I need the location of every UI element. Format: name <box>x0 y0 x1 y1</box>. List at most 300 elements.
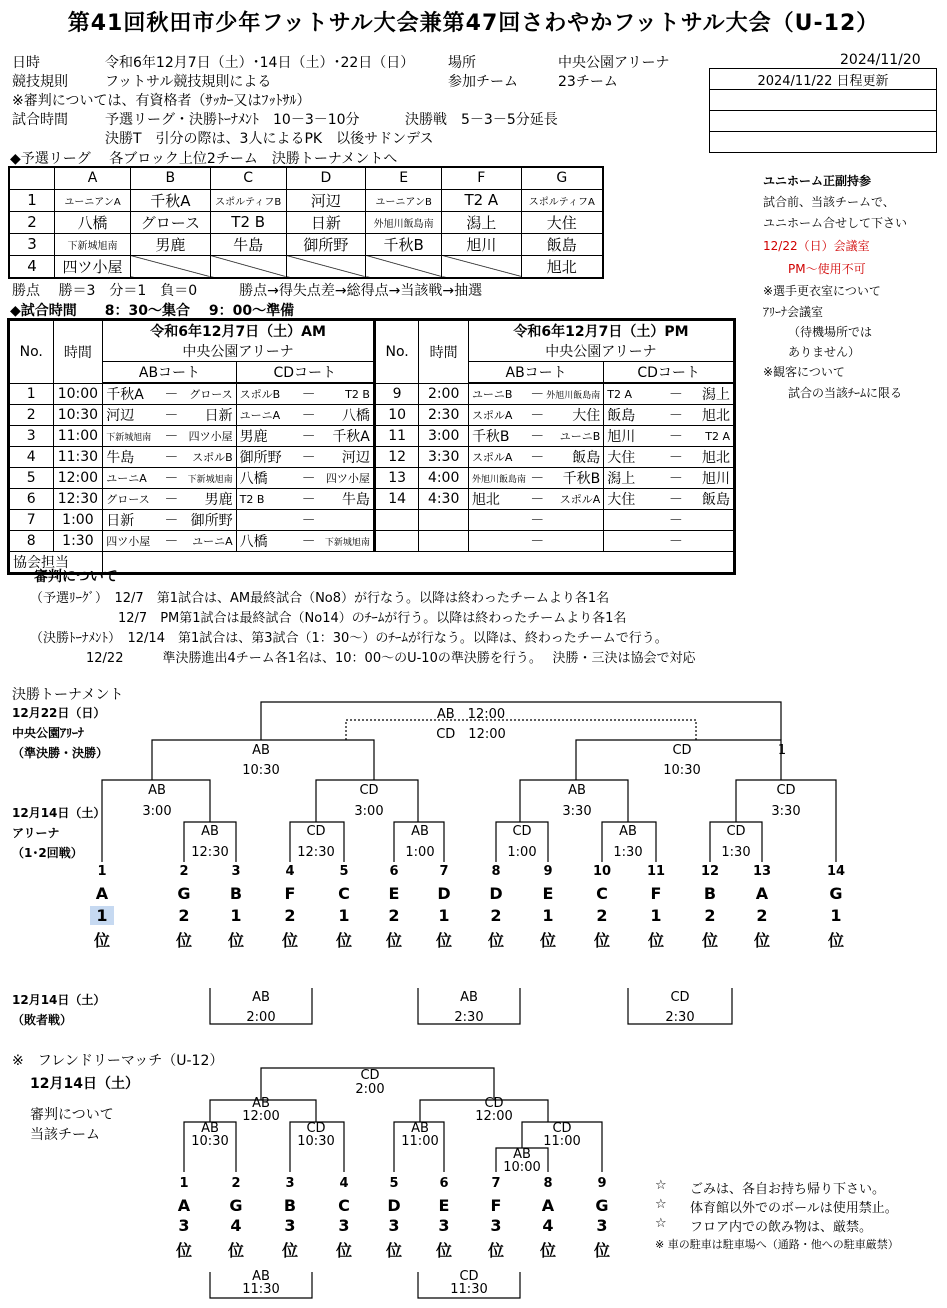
slot-block: F <box>284 884 296 903</box>
slot-rank-suffix: 位 <box>539 931 556 950</box>
slot-block: E <box>542 884 554 903</box>
friendly-m2-time: 10:30 <box>297 1134 335 1149</box>
match-time: 12:00 <box>53 468 103 489</box>
slot-rank-suffix: 位 <box>701 931 718 950</box>
points-rule: 勝点 勝＝3 分＝1 負＝0 勝点→得失点差→総得点→当該戦→抽選 <box>12 283 483 299</box>
vs-dash: － <box>300 426 318 447</box>
friendly-slot-block: D <box>387 1196 401 1215</box>
notice-parking: ※ 車の駐車は駐車場へ（通路・他への駐車厳禁） <box>655 1238 899 1251</box>
team-home: 下新城旭南 <box>103 426 163 447</box>
team-away: ユーニB <box>546 426 604 447</box>
friendly-top-court: CD <box>360 1068 380 1083</box>
slot-rank: 2 <box>178 906 190 925</box>
friendly-slot-number: 2 <box>231 1176 241 1191</box>
referee-line-2: 12/7 PM第1試合は最終試合（No14）のﾁｰﾑが行う。以降は終わったチームより各1名 <box>118 611 627 626</box>
slot-number: 7 <box>439 864 449 879</box>
prelim-row-no: 2 <box>9 211 55 233</box>
note-changing-3: （待機場所では <box>788 325 873 339</box>
col-time: 時間 <box>53 320 103 384</box>
team-home: 日新 <box>103 510 163 531</box>
friendly-slot-rank: 3 <box>596 1216 608 1235</box>
team-home: T2 B <box>236 489 300 510</box>
friendly-slot-rank-suffix: 位 <box>175 1241 192 1260</box>
vs-dash: － <box>667 383 685 405</box>
slot-rank-suffix: 位 <box>435 931 452 950</box>
vs-dash: － <box>667 405 685 426</box>
slot-block: G <box>177 884 191 903</box>
slot-rank: 2 <box>284 906 296 925</box>
prelim-heading: ◆予選リーグ 各ブロック上位2チーム 決勝トーナメントへ <box>10 151 398 167</box>
team-away: 旭川 <box>685 468 735 489</box>
referee-line-1: （予選ﾘｰｸﾞ） 12/7 第1試合は、AM最終試合（No8）が行なう。以降は終わったチームより各1名 <box>30 591 610 606</box>
final-rule: 決勝戦 5－3－5分延長 <box>405 112 558 128</box>
note-audience-2: 試合の当該ﾁｰﾑに限る <box>788 386 903 400</box>
friendly-slot-block: C <box>338 1196 350 1215</box>
q1-court: AB <box>148 783 166 798</box>
prelim-cell: 飯島 <box>521 233 603 255</box>
prelim-header: D <box>286 167 366 189</box>
match-no: 2 <box>9 405 54 426</box>
vs-dash: － <box>162 383 180 405</box>
notice-star: ☆ <box>655 1197 667 1212</box>
slot-number: 3 <box>231 864 241 879</box>
vs-dash: － <box>162 468 180 489</box>
prelim-header: G <box>521 167 603 189</box>
team-home: 男鹿 <box>236 426 300 447</box>
slot-block: D <box>489 884 503 903</box>
friendly-m1-court: AB <box>201 1121 219 1136</box>
note-uniform: ユニホーム正副持参 <box>763 174 872 188</box>
prelim-header: A <box>55 167 131 189</box>
notice-star: ☆ <box>655 1178 667 1193</box>
match-time: 1:30 <box>53 531 103 552</box>
issue-date: 2024/11/20 <box>840 52 921 68</box>
note-changing-2: ｱﾘｰﾅ会議室 <box>763 305 824 319</box>
slot-number: 14 <box>826 864 846 879</box>
team-away: 河辺 <box>318 447 375 468</box>
vs-dash: － <box>300 510 318 531</box>
am-date: 令和6年12月7日（土）AM <box>103 320 375 342</box>
friendly-left-time: 12:00 <box>242 1109 280 1124</box>
update-line: 2024/11/22 日程更新 <box>710 69 937 90</box>
friendly-right-time: 12:00 <box>475 1109 513 1124</box>
team-away: 千秋A <box>318 426 375 447</box>
vs-dash: － <box>300 405 318 426</box>
friendly-slot-number: 9 <box>597 1176 607 1191</box>
slot-rank-suffix: 位 <box>827 931 844 950</box>
vs-dash: － <box>528 383 546 405</box>
team-away: 飯島 <box>685 489 735 510</box>
venue-label: 場所 <box>448 55 476 71</box>
match-time: 12:30 <box>53 489 103 510</box>
semi-right-note: 1 <box>777 743 787 758</box>
friendly-referee-2: 当該チーム <box>30 1127 100 1143</box>
friendly-slot-rank-suffix: 位 <box>539 1241 556 1260</box>
prelim-cell: スポルティフB <box>210 189 286 211</box>
vs-dash: － <box>667 489 685 510</box>
friendly-m3-time: 11:00 <box>401 1134 439 1149</box>
time-value-1: 予選リーグ・決勝ﾄｰﾅﾒﾝﾄ 10－3－10分 <box>105 112 360 128</box>
friendly-heading: ※ フレンドリーマッチ（U-12） <box>12 1053 224 1069</box>
slot-rank: 2 <box>490 906 502 925</box>
friendly-slot-rank-suffix: 位 <box>385 1241 402 1260</box>
team-away: 飯島 <box>546 447 604 468</box>
vs-dash: － <box>162 489 180 510</box>
vs-dash: － <box>162 510 180 531</box>
prelim-cell: 男鹿 <box>130 233 210 255</box>
prelim-cell: 外旭川飯島南 <box>366 211 442 233</box>
slot-block: B <box>229 884 243 903</box>
losers-date: 12月14日（土） <box>12 993 106 1007</box>
match-time: 4:00 <box>419 468 469 489</box>
friendly-slot-number: 4 <box>339 1176 349 1191</box>
friendly-slot-rank: 3 <box>178 1216 190 1235</box>
slot-rank-suffix: 位 <box>227 931 244 950</box>
match-no: 13 <box>374 468 419 489</box>
prelim-cell: 八橋 <box>55 211 131 233</box>
friendly-m5-court: AB <box>513 1147 531 1162</box>
slot-block: A <box>95 884 109 903</box>
vs-dash: － <box>300 383 318 405</box>
match-time: 1:00 <box>53 510 103 531</box>
date-label: 日時 <box>12 55 40 71</box>
slot-number: 9 <box>543 864 553 879</box>
venue-value: 中央公園アリーナ <box>558 55 670 71</box>
slot-rank: 2 <box>596 906 608 925</box>
match-no: 12 <box>374 447 419 468</box>
semi-right-court: CD <box>672 743 692 758</box>
match-no: 3 <box>9 426 54 447</box>
prelim-header: F <box>442 167 522 189</box>
prelim-cell: ユーニアンA <box>55 189 131 211</box>
semi-left-time: 10:30 <box>242 763 280 778</box>
prelim-header: B <box>130 167 210 189</box>
slot-rank-suffix: 位 <box>93 931 110 950</box>
vs-dash: － <box>667 447 685 468</box>
vs-dash: － <box>162 447 180 468</box>
team-home: 牛島 <box>103 447 163 468</box>
note-audience: ※観客について <box>763 365 845 379</box>
final-match-label: AB 12:00 <box>436 707 506 722</box>
friendly-slot-block: E <box>438 1196 450 1215</box>
match-no: 4 <box>9 447 54 468</box>
final-heading: 決勝トーナメント <box>12 687 124 703</box>
match-no: 5 <box>9 468 54 489</box>
referee-note: ※審判については、有資格者（ｻｯｶｰ又はﾌｯﾄｻﾙ） <box>12 93 311 109</box>
prelim-cell: 四ツ小屋 <box>55 255 131 278</box>
prelim-cell: 潟上 <box>442 211 522 233</box>
prelim-cell: スポルティフA <box>521 189 603 211</box>
vs-dash: － <box>300 447 318 468</box>
team-away: T2 B <box>318 383 375 405</box>
vs-dash: － <box>300 489 318 510</box>
losers-court: CD <box>670 990 690 1005</box>
match-no: 7 <box>9 510 54 531</box>
match-time: 10:30 <box>53 405 103 426</box>
team-away: 八橋 <box>318 405 375 426</box>
col-time: 時間 <box>419 320 469 384</box>
r1-court: AB <box>619 824 637 839</box>
final-date-1: 12月22日（日） <box>12 706 106 720</box>
friendly-slot-number: 6 <box>439 1176 449 1191</box>
prelim-cell: T2 A <box>442 189 522 211</box>
rules-value: フットサル競技規則による <box>105 74 272 90</box>
final-venue-1: 中央公園ｱﾘｰﾅ <box>12 726 85 740</box>
slot-number: 1 <box>97 864 107 879</box>
slot-block: D <box>437 884 451 903</box>
court-ab-header: ABコート <box>103 362 236 384</box>
notice-ball: 体育館以外でのボールは使用禁止。 <box>690 1201 898 1216</box>
slot-rank: 1 <box>542 906 554 925</box>
friendly-slot-block: G <box>595 1196 609 1215</box>
losers-label: （敗者戦） <box>12 1013 73 1027</box>
team-home: T2 A <box>604 383 667 405</box>
team-away: ユーニA <box>180 531 236 552</box>
match-time: 2:30 <box>419 405 469 426</box>
slot-number: 10 <box>592 864 612 879</box>
friendly-slot-number: 7 <box>491 1176 501 1191</box>
team-home: 旭北 <box>468 489 528 510</box>
team-away: 千秋B <box>546 468 604 489</box>
bracket-final <box>261 702 781 740</box>
vs-dash: － <box>300 468 318 489</box>
slot-rank: 1 <box>438 906 450 925</box>
team-home: 四ツ小屋 <box>103 531 163 552</box>
vs-dash: － <box>528 426 546 447</box>
losers-time: 2:30 <box>454 1010 484 1025</box>
r1-court: AB <box>201 824 219 839</box>
slot-rank: 1 <box>338 906 350 925</box>
slot-number: 2 <box>179 864 189 879</box>
bracket-third <box>346 720 696 740</box>
prelim-cell: 大住 <box>521 211 603 233</box>
friendly-bottom-court: AB <box>252 1269 270 1284</box>
court-ab-header: ABコート <box>468 362 603 384</box>
schedule-heading: ◆試合時間 8：30～集合 9：00～準備 <box>10 303 295 319</box>
slot-block: G <box>829 884 843 903</box>
friendly-left-court: AB <box>252 1096 270 1111</box>
friendly-slot-rank: 3 <box>438 1216 450 1235</box>
vs-dash: － <box>162 405 180 426</box>
q1-time: 3:00 <box>142 804 172 819</box>
friendly-slot-rank-suffix: 位 <box>281 1241 298 1260</box>
team-home: 大住 <box>604 447 667 468</box>
teams-label: 参加チーム <box>448 74 518 90</box>
final-stage-1: （準決勝・決勝） <box>12 746 109 760</box>
q4-time: 3:30 <box>771 804 801 819</box>
team-home: 飯島 <box>604 405 667 426</box>
r1-time: 1:30 <box>721 845 751 860</box>
slot-rank: 2 <box>756 906 768 925</box>
slot-rank: 2 <box>388 906 400 925</box>
slot-rank: 1 <box>230 906 242 925</box>
losers-time: 2:00 <box>246 1010 276 1025</box>
slot-rank-suffix: 位 <box>335 931 352 950</box>
friendly-slot-block: G <box>229 1196 243 1215</box>
vs-dash: － <box>667 531 685 552</box>
note-meeting-room: 12/22（日）会議室 <box>763 239 870 253</box>
team-home: 潟上 <box>604 468 667 489</box>
team-away: グロース <box>180 383 236 405</box>
q2-time: 3:00 <box>354 804 384 819</box>
team-away: 四ツ小屋 <box>180 426 236 447</box>
third-place-label: CD 12:00 <box>436 727 506 742</box>
rules-label: 競技規則 <box>12 74 68 90</box>
match-time: 3:00 <box>419 426 469 447</box>
court-cd-header: CDコート <box>236 362 374 384</box>
friendly-slot-block: B <box>283 1196 297 1215</box>
r1-court: CD <box>512 824 532 839</box>
vs-dash: － <box>667 468 685 489</box>
match-no: 9 <box>374 383 419 405</box>
slot-rank-suffix: 位 <box>647 931 664 950</box>
slot-rank: 1 <box>90 906 114 925</box>
col-no: No. <box>374 320 419 384</box>
team-home: 大住 <box>604 489 667 510</box>
prelim-cell: ユーニアンB <box>366 189 442 211</box>
team-home: 外旭川飯島南 <box>468 468 528 489</box>
final-stage-2: （1･2回戦） <box>12 846 83 860</box>
slot-rank: 2 <box>704 906 716 925</box>
vs-dash: － <box>162 531 180 552</box>
slot-number: 12 <box>700 864 720 879</box>
friendly-slot-rank: 3 <box>388 1216 400 1235</box>
r1-court: AB <box>411 824 429 839</box>
friendly-m4-time: 11:00 <box>543 1134 581 1149</box>
friendly-slot-rank-suffix: 位 <box>435 1241 452 1260</box>
match-time: 11:30 <box>53 447 103 468</box>
team-away: 四ツ小屋 <box>318 468 375 489</box>
friendly-m1-time: 10:30 <box>191 1134 229 1149</box>
vs-dash: － <box>528 510 546 531</box>
friendly-slot-rank-suffix: 位 <box>487 1241 504 1260</box>
team-home: ユーニA <box>103 468 163 489</box>
team-away: 日新 <box>180 405 236 426</box>
pm-venue: 中央公園アリーナ <box>468 341 734 362</box>
notice-drinks: フロア内での飲み物は、厳禁。 <box>690 1220 873 1235</box>
slot-block: C <box>338 884 350 903</box>
team-away: 男鹿 <box>180 489 236 510</box>
prelim-cell: 千秋B <box>366 233 442 255</box>
slot-rank: 1 <box>830 906 842 925</box>
slot-rank-suffix: 位 <box>753 931 770 950</box>
final-venue-2: アリーナ <box>12 826 60 840</box>
prelim-cell: 旭北 <box>521 255 603 278</box>
q2-court: CD <box>359 783 379 798</box>
r1-time: 1:00 <box>405 845 435 860</box>
team-home: 千秋B <box>468 426 528 447</box>
prelim-cell: 旭川 <box>442 233 522 255</box>
friendly-m4-court: CD <box>552 1121 572 1136</box>
team-away: 牛島 <box>318 489 375 510</box>
friendly-slot-rank: 3 <box>284 1216 296 1235</box>
slot-block: C <box>596 884 608 903</box>
prelim-cell: 御所野 <box>286 233 366 255</box>
friendly-m3-court: AB <box>411 1121 429 1136</box>
team-away: 旭北 <box>685 447 735 468</box>
friendly-slot-number: 5 <box>389 1176 399 1191</box>
team-home: スポルB <box>236 383 300 405</box>
slot-number: 13 <box>752 864 772 879</box>
team-away: 下新城旭南 <box>318 531 375 552</box>
team-home: 御所野 <box>236 447 300 468</box>
note-uniform-3: ユニホーム合せして下さい <box>763 216 908 230</box>
friendly-slot-rank-suffix: 位 <box>593 1241 610 1260</box>
team-home: スポルA <box>468 447 528 468</box>
friendly-slot-rank: 4 <box>230 1216 242 1235</box>
slot-rank-suffix: 位 <box>593 931 610 950</box>
prelim-cell: 河辺 <box>286 189 366 211</box>
friendly-bottom-court: CD <box>459 1269 479 1284</box>
friendly-m5-time: 10:00 <box>503 1160 541 1175</box>
vs-dash: － <box>162 426 180 447</box>
vs-dash: － <box>528 531 546 552</box>
match-time: 2:00 <box>419 383 469 405</box>
losers-court: AB <box>460 990 478 1005</box>
vs-dash: － <box>667 426 685 447</box>
match-no: 10 <box>374 405 419 426</box>
semi-left-court: AB <box>252 743 270 758</box>
team-home: 八橋 <box>236 531 300 552</box>
match-time: 4:30 <box>419 489 469 510</box>
losers-time: 2:30 <box>665 1010 695 1025</box>
team-away: スポルA <box>546 489 604 510</box>
note-changing-4: ありません） <box>788 345 861 359</box>
vs-dash: － <box>528 405 546 426</box>
prelim-cell: 牛島 <box>210 233 286 255</box>
vs-dash: － <box>528 447 546 468</box>
match-time: 11:00 <box>53 426 103 447</box>
team-away: T2 A <box>685 426 735 447</box>
slot-block: E <box>388 884 400 903</box>
court-cd-header: CDコート <box>604 362 735 384</box>
team-away: 大住 <box>546 405 604 426</box>
friendly-slot-block: A <box>541 1196 555 1215</box>
team-home: ユーニB <box>468 383 528 405</box>
semi-right-time: 10:30 <box>663 763 701 778</box>
team-home: 千秋A <box>103 383 163 405</box>
note-meeting-room-2: PM～使用不可 <box>788 262 866 276</box>
col-no: No. <box>9 320 54 384</box>
prelim-header: C <box>210 167 286 189</box>
final-date-2: 12月14日（土） <box>12 806 106 820</box>
time-label: 試合時間 <box>12 112 68 128</box>
vs-dash: － <box>300 531 318 552</box>
friendly-slot-number: 1 <box>179 1176 189 1191</box>
r1-time: 1:30 <box>613 845 643 860</box>
slot-block: B <box>703 884 717 903</box>
referee-line-4: 12/22 準決勝進出4チーム各1名は、10：00～のU-10の準決勝を行う。 決勝・三決は協会で対応 <box>86 651 696 666</box>
assoc-label: 協会担当 <box>9 552 103 574</box>
match-time: 3:30 <box>419 447 469 468</box>
vs-dash: － <box>528 489 546 510</box>
slot-number: 8 <box>491 864 501 879</box>
slot-rank-suffix: 位 <box>487 931 504 950</box>
team-away: スポルB <box>180 447 236 468</box>
page-title: 第41回秋田市少年フットサル大会兼第47回さわやかフットサル大会（U-12） <box>67 11 880 36</box>
date-value: 令和6年12月7日（土）･14日（土）･22日（日） <box>105 55 415 71</box>
r1-court: CD <box>726 824 746 839</box>
prelim-cell: 千秋A <box>130 189 210 211</box>
friendly-slot-rank: 4 <box>542 1216 554 1235</box>
prelim-header: E <box>366 167 442 189</box>
notice-star: ☆ <box>655 1216 667 1231</box>
slot-rank: 1 <box>650 906 662 925</box>
team-away: 潟上 <box>685 383 735 405</box>
team-home: スポルA <box>468 405 528 426</box>
slot-number: 6 <box>389 864 399 879</box>
r1-court: CD <box>306 824 326 839</box>
